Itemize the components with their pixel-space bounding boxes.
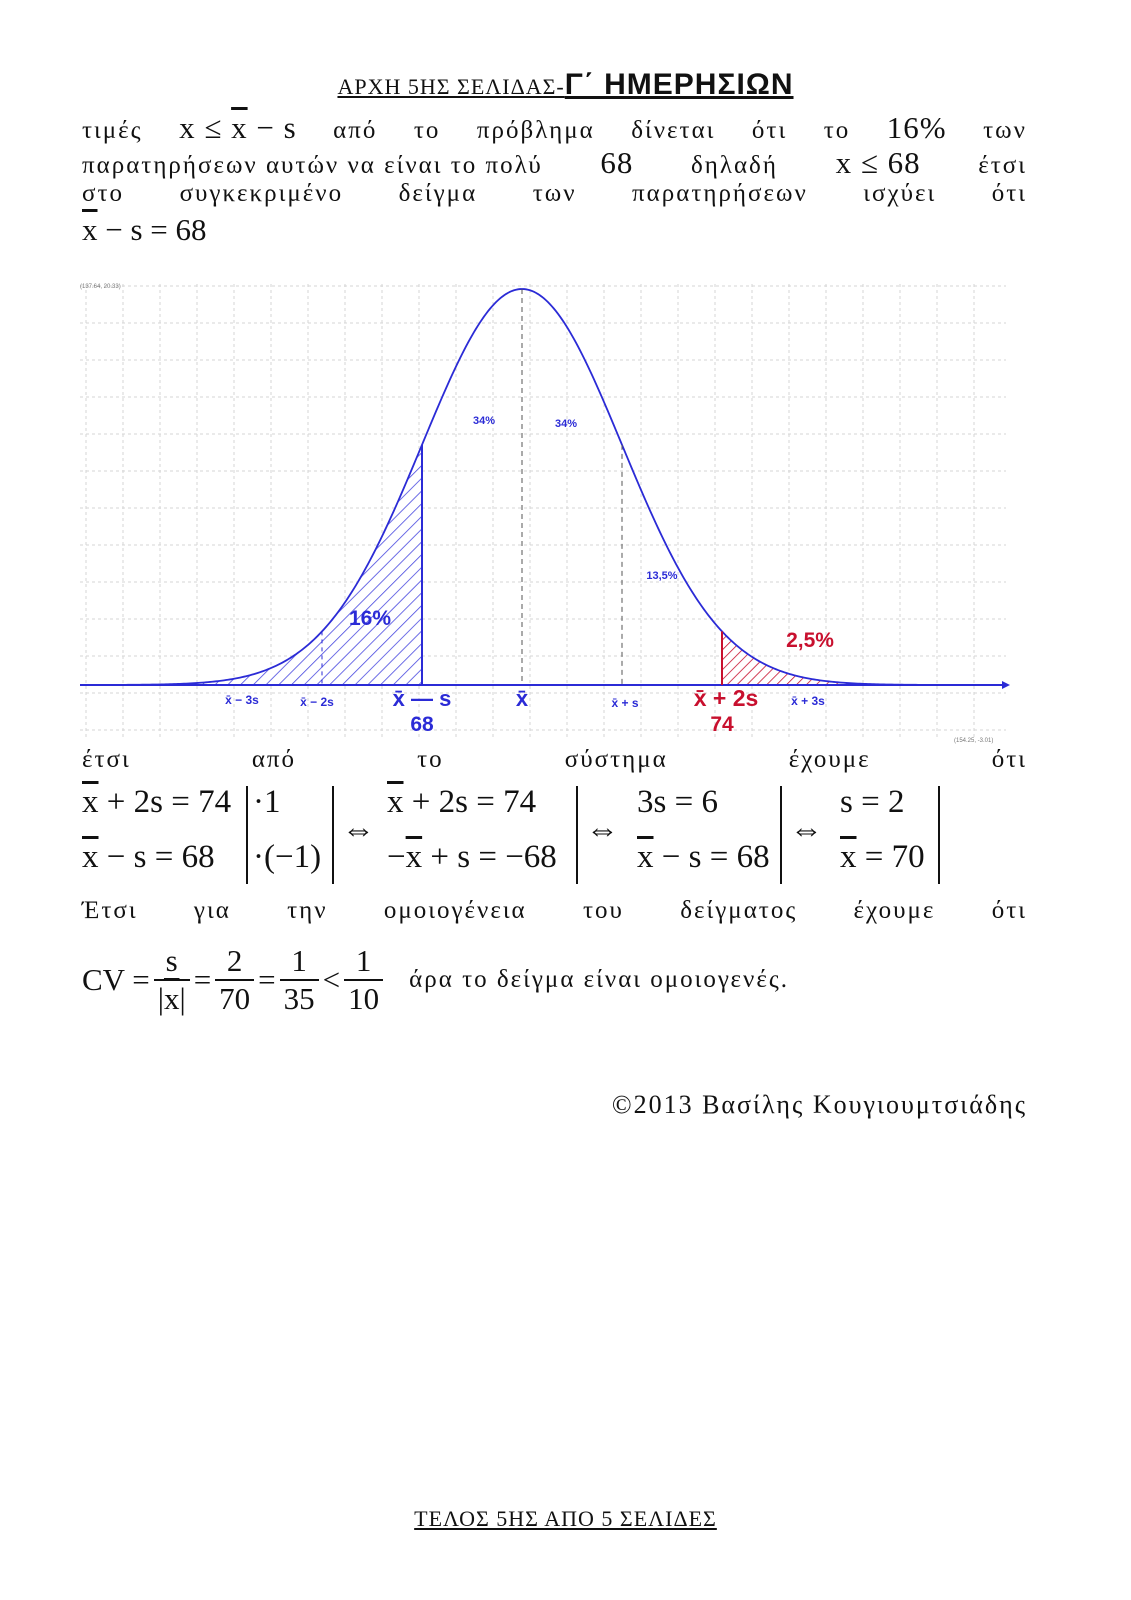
word: από bbox=[333, 117, 378, 144]
corner-coordinate-top: (137.64, 20.33) bbox=[80, 284, 121, 290]
equivalence-arrow: ⇔ bbox=[790, 812, 823, 848]
inequality bbox=[179, 110, 297, 146]
word: ομοιογένεια bbox=[383, 897, 527, 924]
system2-row2 bbox=[387, 839, 557, 876]
normal-curve bbox=[80, 289, 1002, 685]
word: το bbox=[823, 117, 851, 144]
math-part: − s bbox=[247, 110, 297, 145]
multiplier-1: ·1 bbox=[253, 784, 281, 820]
x-bar: $\overline{x}$ bbox=[82, 784, 99, 820]
word: το bbox=[417, 746, 444, 773]
denominator: 10 bbox=[344, 979, 383, 1017]
paragraph1-line2 bbox=[82, 145, 1027, 181]
word: των bbox=[983, 117, 1027, 144]
paragraph2-line bbox=[82, 746, 1027, 774]
word: το bbox=[413, 117, 441, 144]
divider bbox=[246, 786, 248, 884]
copyright: ©2013 Βασίλης Κουγιουμτσιάδης bbox=[611, 1090, 1027, 1119]
abs-bar: | bbox=[179, 981, 186, 1016]
header-title: Γ΄ ΗΜΕΡΗΣΙΩΝ bbox=[564, 68, 794, 101]
word: τιμές bbox=[82, 117, 143, 144]
divider bbox=[780, 786, 782, 884]
left-tail-16-percent-area bbox=[80, 445, 422, 685]
right-tail-2-5-percent-area bbox=[722, 631, 1002, 685]
system4-row1: s = 2 bbox=[840, 784, 905, 820]
fraction-1-over-10 bbox=[344, 943, 383, 1017]
axis-arrow bbox=[1002, 681, 1010, 689]
cv-lhs: CV = bbox=[82, 962, 150, 997]
fraction-1-over-35 bbox=[280, 943, 319, 1017]
x-bar: $\overline{x}$ bbox=[82, 212, 98, 247]
label-mean-plus-2s: x̄ + 2s bbox=[693, 685, 759, 711]
abs-bar: | bbox=[157, 981, 164, 1016]
percent-16: 16% bbox=[886, 110, 947, 145]
system1-row1 bbox=[82, 784, 231, 821]
eq-rest: + s = −68 bbox=[422, 839, 557, 875]
less-than: < bbox=[322, 962, 341, 997]
label-mean-plus-3s: x̄ + 3s bbox=[791, 694, 825, 708]
corner-coordinate-bottom: (154.25, -3.01) bbox=[954, 738, 994, 744]
denominator bbox=[154, 979, 190, 1017]
label-mean-minus-3s: x̄ − 3s bbox=[225, 693, 259, 707]
x-bar: $\overline{x}$ bbox=[163, 981, 180, 1016]
numerator: 2 bbox=[226, 943, 243, 978]
cv-formula bbox=[82, 932, 789, 1028]
word: την bbox=[287, 897, 328, 924]
system1-row2 bbox=[82, 839, 215, 876]
label-mean-minus-2s: x̄ − 2s bbox=[300, 695, 334, 709]
multiplier-minus-1: ·(−1) bbox=[253, 839, 322, 875]
word: των bbox=[532, 180, 577, 207]
x-bar: $\overline{x}$ bbox=[637, 839, 654, 875]
denominator: 70 bbox=[215, 979, 254, 1017]
divider bbox=[332, 786, 334, 884]
equation-system bbox=[82, 784, 962, 896]
label-value-74: 74 bbox=[710, 713, 734, 736]
equivalence-arrow: ⇔ bbox=[586, 812, 619, 848]
math-part: − s = 68 bbox=[97, 212, 207, 247]
word: ότι bbox=[991, 897, 1027, 924]
word: συγκεκριμένο bbox=[179, 180, 344, 207]
system4-row2 bbox=[840, 839, 925, 876]
x-bar: $\overline{x}$ bbox=[405, 839, 423, 875]
word: ότι bbox=[991, 746, 1027, 773]
x-bar: $\overline{x}$ bbox=[231, 110, 248, 145]
paragraph3-line bbox=[82, 897, 1027, 925]
page-header bbox=[0, 68, 1131, 102]
word: ότι bbox=[751, 117, 788, 144]
label-34-percent-left: 34% bbox=[472, 415, 496, 427]
divider bbox=[576, 786, 578, 884]
word: ότι bbox=[991, 180, 1027, 207]
eq-rest: − s = 68 bbox=[98, 839, 215, 875]
label-value-68: 68 bbox=[410, 713, 434, 736]
word: ισχύει bbox=[863, 180, 937, 207]
eq-rest: + 2s = 74 bbox=[98, 784, 232, 820]
word: δείγμα bbox=[398, 180, 478, 207]
eq-rest: − s = 68 bbox=[653, 839, 770, 875]
equation-mean-minus-s bbox=[82, 212, 207, 248]
inequality: x ≤ 68 bbox=[835, 145, 921, 180]
divider bbox=[938, 786, 940, 884]
word: δίνεται bbox=[631, 117, 716, 144]
text: δηλαδή bbox=[690, 152, 778, 179]
word: στο bbox=[82, 180, 125, 207]
word: σύστημα bbox=[564, 746, 668, 773]
label-34-percent-right: 34% bbox=[554, 418, 578, 430]
label-mean-plus-s: x̄ + s bbox=[611, 696, 639, 710]
header-prefix: ΑΡΧΗ 5ΗΣ ΣΕΛΙΔΑΣ- bbox=[337, 74, 565, 99]
system3-row1: 3s = 6 bbox=[637, 784, 718, 820]
paragraph1-line1 bbox=[82, 110, 1027, 146]
text: παρατηρήσεων αυτών να είναι το πολύ bbox=[82, 152, 543, 179]
text: έτσι bbox=[978, 152, 1027, 179]
numerator: 1 bbox=[355, 943, 372, 978]
word: έτσι bbox=[82, 746, 131, 773]
number-68: 68 bbox=[600, 145, 634, 180]
equals: = bbox=[258, 962, 276, 997]
system3-row2 bbox=[637, 839, 770, 876]
word: για bbox=[193, 897, 231, 924]
page-footer: ΤΕΛΟΣ 5ΗΣ ΑΠΟ 5 ΣΕΛΙΔΕΣ bbox=[414, 1506, 717, 1531]
label-mean: x̄ bbox=[515, 686, 529, 711]
label-13-5-percent: 13,5% bbox=[646, 570, 678, 582]
fraction-s-over-abs-mean bbox=[154, 943, 190, 1017]
label-mean-minus-s: x̄ — s bbox=[392, 686, 452, 711]
word: παρατηρήσεων bbox=[632, 180, 808, 207]
word: του bbox=[582, 897, 624, 924]
numerator: s bbox=[165, 943, 178, 978]
label-2-5-percent: 2,5% bbox=[786, 629, 834, 652]
normal-distribution-figure bbox=[76, 276, 1026, 746]
word: πρόβλημα bbox=[476, 117, 595, 144]
denominator: 35 bbox=[280, 979, 319, 1017]
conclusion-text: άρα το δείγμα είναι ομοιογενές. bbox=[409, 966, 789, 993]
word: έχουμε bbox=[788, 746, 871, 773]
x-bar: $\overline{x}$ bbox=[82, 839, 99, 875]
label-16-percent: 16% bbox=[348, 607, 392, 630]
fraction-2-over-70 bbox=[215, 943, 254, 1017]
eq-rest: = 70 bbox=[856, 839, 925, 875]
x-bar: $\overline{x}$ bbox=[387, 784, 404, 820]
word: έχουμε bbox=[853, 897, 936, 924]
equivalence-arrow: ⇔ bbox=[342, 812, 375, 848]
word: δείγματος bbox=[680, 897, 798, 924]
minus: − bbox=[387, 839, 406, 875]
equals: = bbox=[193, 962, 212, 997]
math-part: x ≤ bbox=[179, 110, 232, 145]
word: Έτσι bbox=[82, 897, 138, 924]
system2-row1 bbox=[387, 784, 536, 821]
grid bbox=[80, 284, 1006, 738]
word: από bbox=[251, 746, 297, 773]
x-bar: $\overline{x}$ bbox=[840, 839, 857, 875]
numerator: 1 bbox=[291, 943, 307, 978]
paragraph1-line3 bbox=[82, 180, 1027, 208]
eq-rest: + 2s = 74 bbox=[403, 784, 537, 820]
